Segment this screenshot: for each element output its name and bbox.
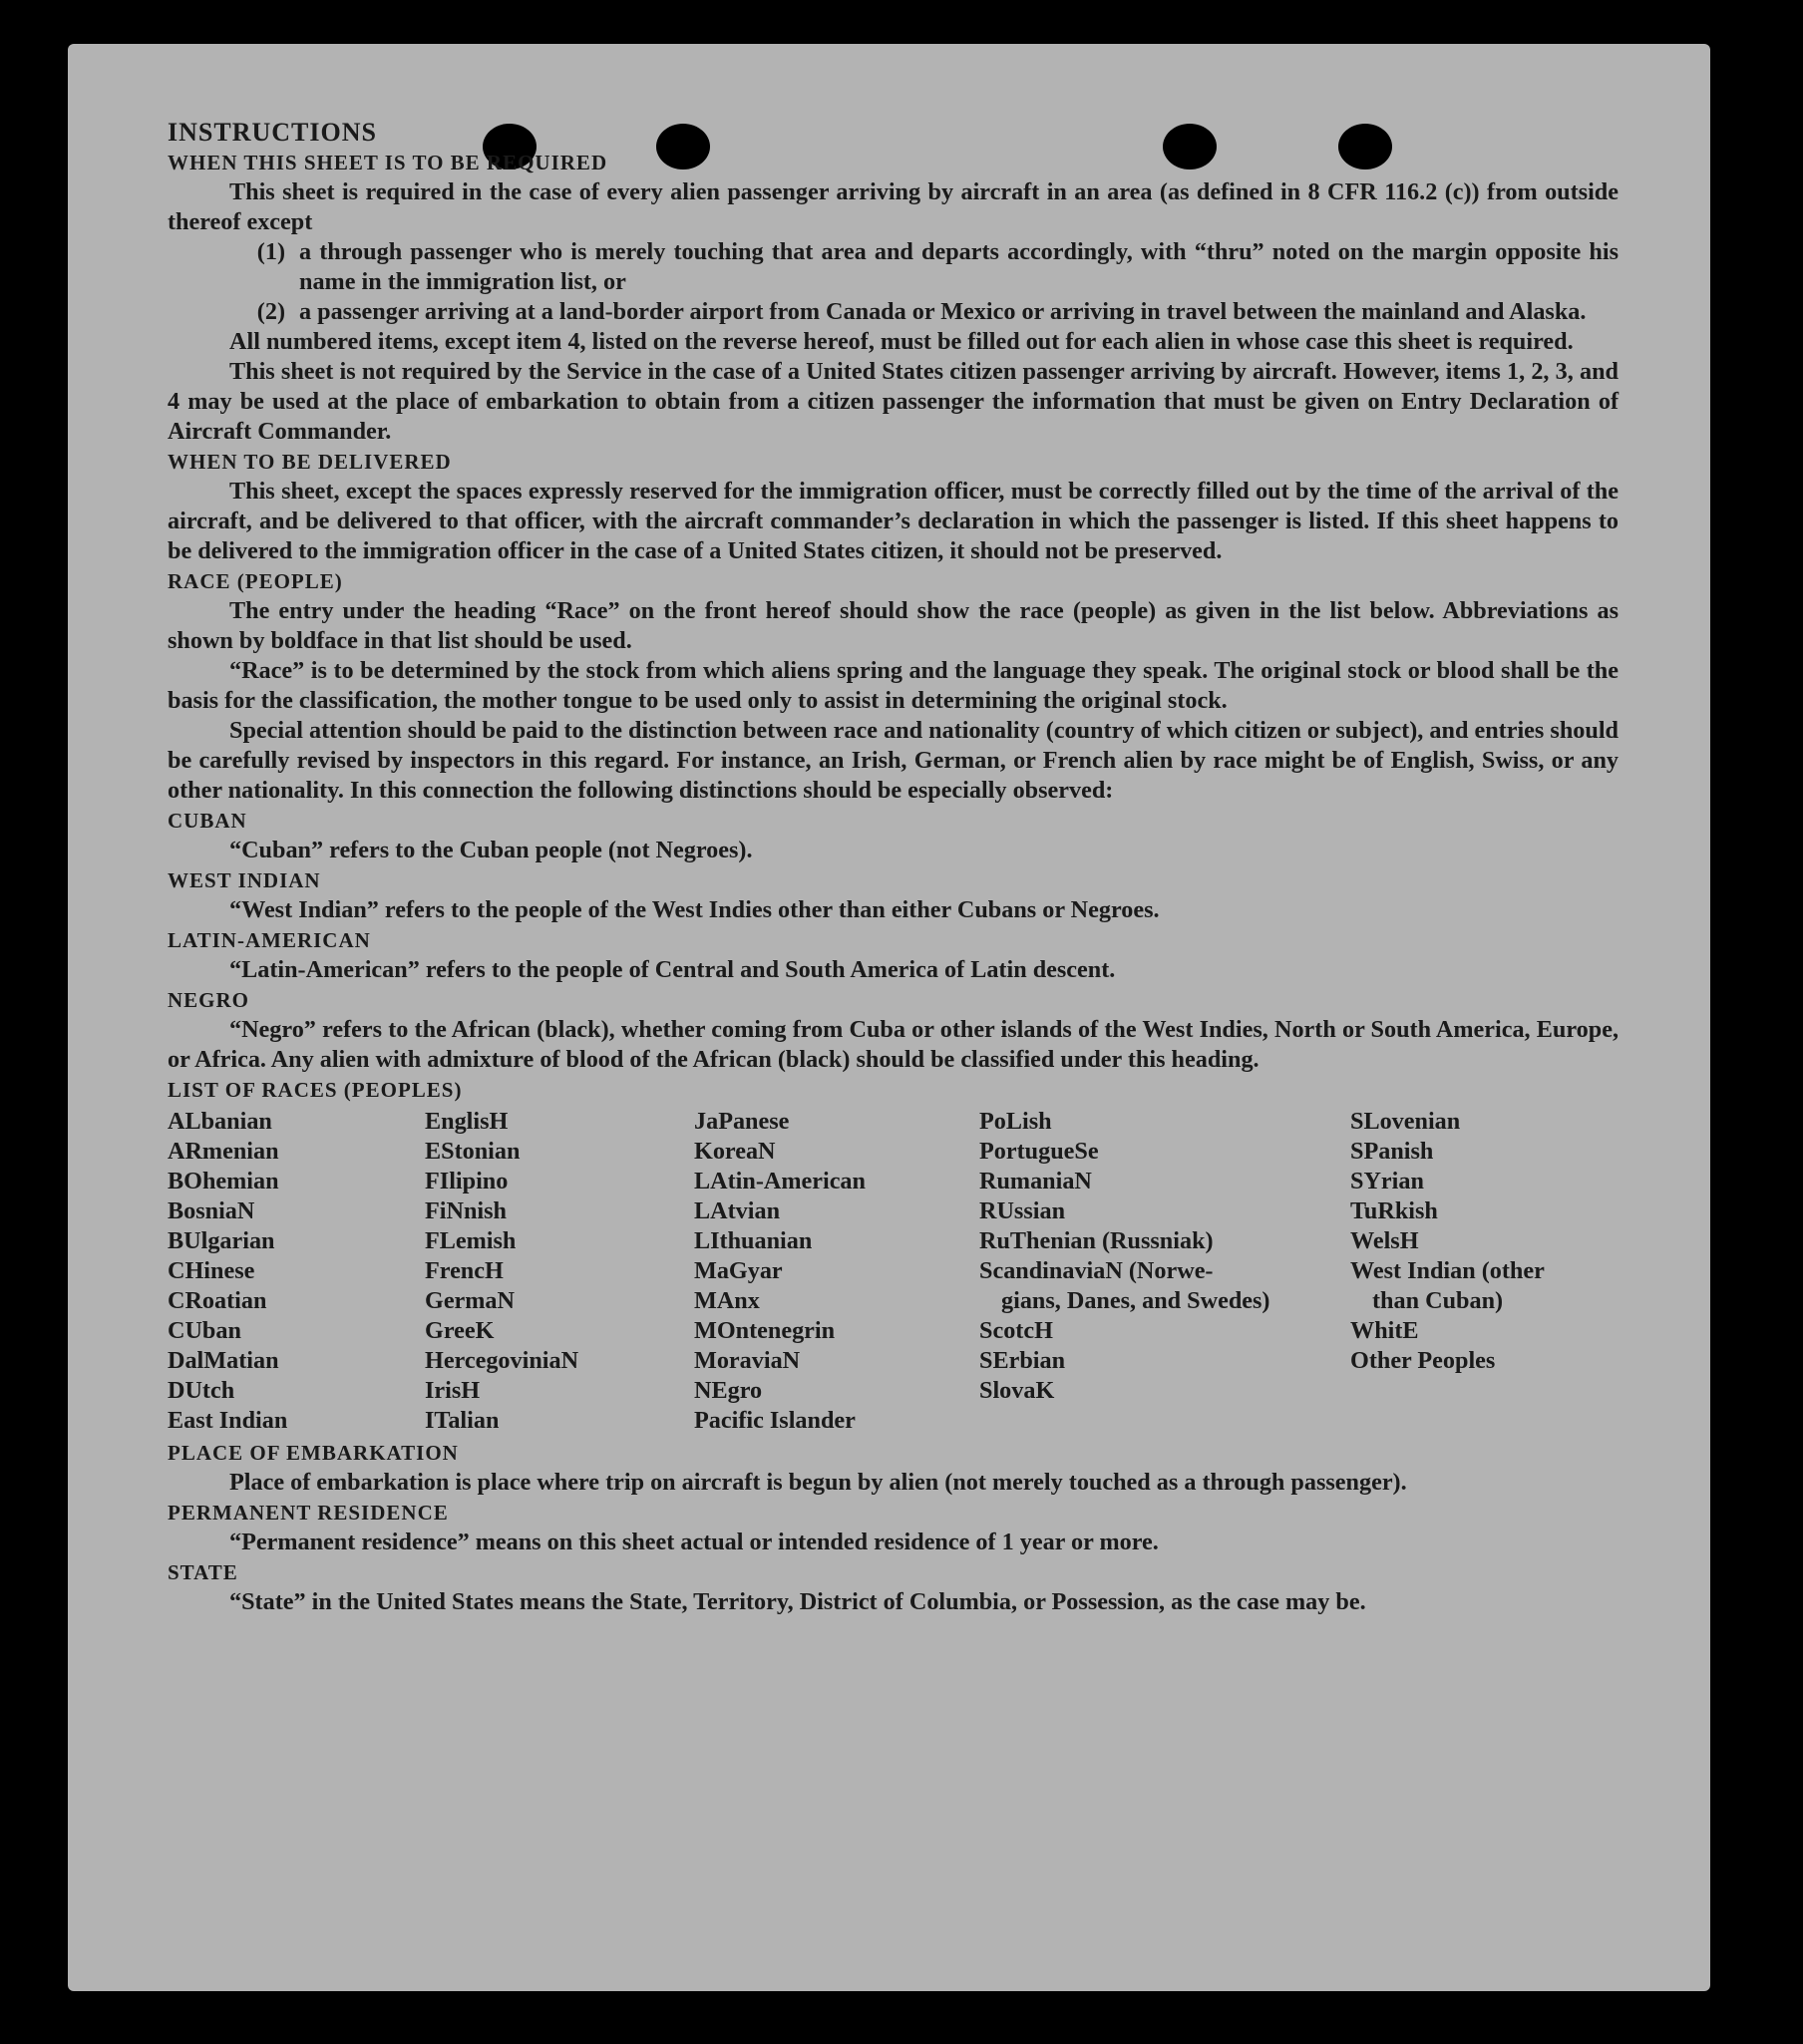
race-item: IrisH xyxy=(425,1377,481,1404)
item-text: a passenger arriving at a land-border airport from Canada or Mexico or arriving in travel between the mainland and Alaska. xyxy=(299,298,1587,325)
race-item: Pacific Islander xyxy=(694,1407,856,1434)
paragraph: “West Indian” refers to the people of the West Indies other than either Cubans or Negroes. xyxy=(229,896,1160,923)
race-item: FLemish xyxy=(425,1227,517,1254)
races-column-2 xyxy=(425,1107,578,1436)
race-item: ITalian xyxy=(425,1407,500,1434)
races-column-3 xyxy=(694,1107,866,1436)
race-item: BosniaN xyxy=(168,1197,255,1224)
race-item: WelsH xyxy=(1350,1227,1419,1254)
paragraph: “Cuban” refers to the Cuban people (not Negroes). xyxy=(229,837,753,863)
race-item: FrencH xyxy=(425,1257,504,1284)
race-item-continuation: gians, Danes, and Swedes) xyxy=(1001,1287,1270,1314)
race-item: SPanish xyxy=(1350,1138,1434,1165)
race-item: MoraviaN xyxy=(694,1347,801,1374)
section-heading-required: WHEN THIS SHEET IS TO BE REQUIRED xyxy=(168,151,608,174)
race-item xyxy=(1350,1256,1600,1316)
race-item xyxy=(979,1256,1278,1316)
page-title: INSTRUCTIONS xyxy=(168,118,377,147)
paragraph: This sheet, except the spaces expressly reserved for the immigration officer, must be correctly filled out by the time of the arrival of the aircraft, and be delivered to that officer, with the aircraft commander’s declaration in which the passenger is listed. If this sheet happens to be delivered to the immigration officer in the case of a United States citizen, it should not be preserved. xyxy=(168,478,1619,564)
race-item-first-line: West Indian (other xyxy=(1350,1257,1545,1284)
race-item: MaGyar xyxy=(694,1257,783,1284)
item-number: (2) xyxy=(256,298,285,325)
races-column-5 xyxy=(1350,1107,1600,1376)
paragraph: This sheet is not required by the Service in the case of a United States citizen passenger arriving by aircraft. However, items 1, 2, 3, and 4 may be used at the place of embarkation to obtain from a citizen passenger the information that must be given on Entry Declaration of Aircraft Commander. xyxy=(168,358,1619,445)
race-item: GermaN xyxy=(425,1287,515,1314)
item-number: (1) xyxy=(256,238,285,265)
race-item: CRoatian xyxy=(168,1287,267,1314)
race-item-continuation: than Cuban) xyxy=(1372,1287,1504,1314)
race-item: DalMatian xyxy=(168,1347,279,1374)
paragraph: All numbered items, except item 4, listed on the reverse hereof, must be filled out for each alien in whose case this sheet is required. xyxy=(229,328,1574,355)
instructions-content xyxy=(168,118,1619,1617)
race-item: CHinese xyxy=(168,1257,255,1284)
paragraph: Special attention should be paid to the distinction between race and nationality (country of which citizen or subject), and entries should be carefully revised by inspectors in this regard. For instance, an Irish, German, or French alien by race might be of English, Swiss, or any other nationality. In this connection the following distinctions should be especially observed: xyxy=(168,717,1619,804)
race-item: RumaniaN xyxy=(979,1168,1092,1194)
paragraph: The entry under the heading “Race” on the front hereof should show the race (people) as given in the list below. Abbreviations as shown by boldface in that list should be used. xyxy=(168,597,1619,654)
race-item: SYrian xyxy=(1350,1168,1424,1194)
race-item: BOhemian xyxy=(168,1168,279,1194)
race-item: EStonian xyxy=(425,1138,521,1165)
race-item: SErbian xyxy=(979,1347,1066,1374)
race-item: CUban xyxy=(168,1317,241,1344)
races-list xyxy=(168,1107,1619,1436)
race-item: ScotcH xyxy=(979,1317,1053,1344)
race-item: JaPanese xyxy=(694,1108,790,1135)
section-heading-embarkation: PLACE OF EMBARKATION xyxy=(168,1441,459,1465)
race-item: MOntenegrin xyxy=(694,1317,836,1344)
paragraph: “Negro” refers to the African (black), whether coming from Cuba or other islands of the West Indies, North or South America, Europe, or Africa. Any alien with admixture of blood of the African (black) should be classified under this heading. xyxy=(168,1016,1619,1073)
race-item: DUtch xyxy=(168,1377,235,1404)
race-item: BUlgarian xyxy=(168,1227,275,1254)
section-heading-delivered: WHEN TO BE DELIVERED xyxy=(168,450,452,474)
race-item: HercegoviniaN xyxy=(425,1347,579,1374)
race-item: LIthuanian xyxy=(694,1227,813,1254)
paragraph: This sheet is required in the case of every alien passenger arriving by aircraft in an area (as defined in 8 CFR 116.2 (c)) from outside thereof except xyxy=(168,178,1619,235)
race-item: TuRkish xyxy=(1350,1197,1438,1224)
race-item: SlovaK xyxy=(979,1377,1055,1404)
race-item: SLovenian xyxy=(1350,1108,1461,1135)
race-item: FIlipino xyxy=(425,1168,509,1194)
race-item: RuThenian (Russniak) xyxy=(979,1227,1214,1254)
section-heading-west-indian: WEST INDIAN xyxy=(168,868,321,892)
race-item: East Indian xyxy=(168,1407,288,1434)
paragraph: Place of embarkation is place where trip on aircraft is begun by alien (not merely touched as a through passenger). xyxy=(229,1469,1407,1496)
race-item: PortugueSe xyxy=(979,1138,1099,1165)
race-item: WhitE xyxy=(1350,1317,1419,1344)
paragraph: “Permanent residence” means on this sheet actual or intended residence of 1 year or more. xyxy=(229,1529,1159,1555)
race-item: NEgro xyxy=(694,1377,763,1404)
list-item xyxy=(168,297,1619,327)
race-item: Other Peoples xyxy=(1350,1347,1496,1374)
races-column-4 xyxy=(979,1107,1278,1406)
race-item: RUssian xyxy=(979,1197,1066,1224)
race-item: KoreaN xyxy=(694,1138,776,1165)
section-heading-cuban: CUBAN xyxy=(168,809,247,833)
section-heading-state: STATE xyxy=(168,1560,238,1584)
race-item: LAtvian xyxy=(694,1197,781,1224)
paragraph: “State” in the United States means the State, Territory, District of Columbia, or Possession, as the case may be. xyxy=(229,1588,1366,1615)
race-item: ALbanian xyxy=(168,1108,272,1135)
section-heading-latin-american: LATIN-AMERICAN xyxy=(168,928,371,952)
races-column-1 xyxy=(168,1107,287,1436)
paragraph: “Race” is to be determined by the stock from which aliens spring and the language they speak. The original stock or blood shall be the basis for the classification, the mother tongue to be used only to assist in determining the original stock. xyxy=(168,657,1619,714)
race-item: MAnx xyxy=(694,1287,760,1314)
race-item: ARmenian xyxy=(168,1138,279,1165)
section-heading-races-list: LIST OF RACES (PEOPLES) xyxy=(168,1078,463,1102)
race-item: LAtin-American xyxy=(694,1168,866,1194)
race-item: PoLish xyxy=(979,1108,1052,1135)
list-item xyxy=(168,237,1619,297)
race-item: FiNnish xyxy=(425,1197,507,1224)
section-heading-residence: PERMANENT RESIDENCE xyxy=(168,1501,449,1525)
item-text: a through passenger who is merely touching that area and departs accordingly, with “thru” noted on the margin opposite his name in the immigration list, or xyxy=(299,238,1619,295)
section-heading-race: RACE (PEOPLE) xyxy=(168,569,343,593)
race-item: GreeK xyxy=(425,1317,495,1344)
section-heading-negro: NEGRO xyxy=(168,988,250,1012)
race-item-first-line: ScandinaviaN (Norwe- xyxy=(979,1257,1214,1284)
race-item: EnglisH xyxy=(425,1108,509,1135)
paragraph: “Latin-American” refers to the people of Central and South America of Latin descent. xyxy=(229,956,1116,983)
